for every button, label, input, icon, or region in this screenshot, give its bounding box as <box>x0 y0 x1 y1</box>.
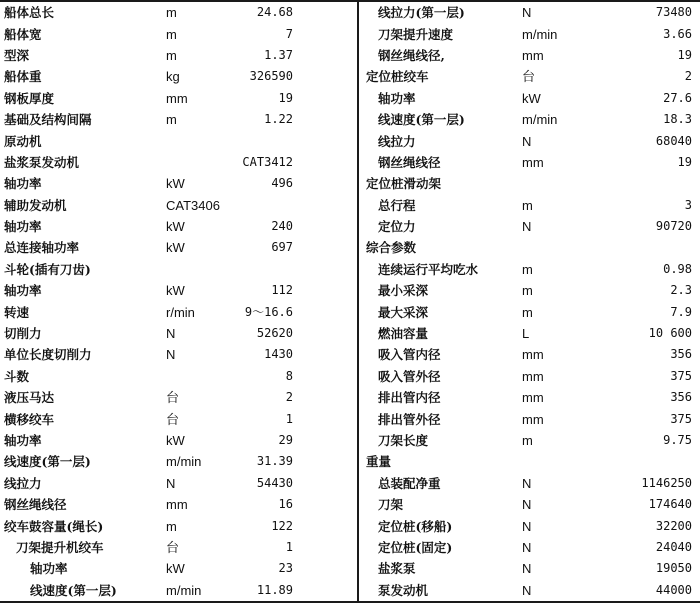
cell-unit: mm <box>166 497 188 513</box>
cell-unit: r/min <box>166 304 195 320</box>
cell-value: 23 <box>278 561 293 576</box>
table-row <box>0 237 357 258</box>
table-row <box>0 280 357 301</box>
table-row <box>359 537 700 558</box>
cell-name: 斗数 <box>4 368 30 384</box>
table-row <box>359 558 700 579</box>
cell-name: 轴功率 <box>30 561 68 577</box>
cell-name: 总连接轴功率 <box>4 240 80 256</box>
cell-name: 刀架 <box>378 497 404 513</box>
cell-value: 24040 <box>655 539 692 554</box>
cell-name: 定位桩(固定) <box>378 539 453 555</box>
cell-value: 7.9 <box>670 304 692 319</box>
cell-name: 线拉力(第一层) <box>378 5 465 21</box>
table-row <box>359 216 700 237</box>
cell-value: 68040 <box>655 133 692 148</box>
table-row <box>359 302 700 323</box>
table-row <box>0 430 357 451</box>
cell-unit: mm <box>522 154 544 170</box>
cell-name: 线速度(第一层) <box>30 582 117 598</box>
cell-unit: m <box>522 197 533 213</box>
table-row <box>0 537 357 558</box>
table-row <box>359 451 700 472</box>
cell-name: 刀架提升机绞车 <box>16 539 104 555</box>
cell-unit: mm <box>522 368 544 384</box>
table-row <box>359 259 700 280</box>
cell-value: 2 <box>684 69 692 84</box>
cell-value: 19 <box>677 47 692 62</box>
cell-value: 496 <box>271 176 293 191</box>
cell-name: 吸入管外径 <box>378 368 441 384</box>
table-row <box>359 152 700 173</box>
cell-name: 泵发动机 <box>378 582 429 598</box>
cell-name: 液压马达 <box>4 390 55 406</box>
cell-value: 10 600 <box>648 326 692 341</box>
cell-name: 船体宽 <box>4 26 42 42</box>
table-row <box>359 473 700 494</box>
cell-unit: 台 <box>166 390 180 406</box>
table-row <box>359 430 700 451</box>
cell-value: 326590 <box>249 69 293 84</box>
cell-unit: L <box>522 326 530 342</box>
cell-unit: m <box>522 283 533 299</box>
cell-name: 单位长度切削力 <box>4 347 92 363</box>
table-row <box>0 216 357 237</box>
table-row <box>0 259 357 280</box>
table-row <box>0 2 357 23</box>
cell-unit: N <box>522 219 532 235</box>
cell-value: 31.39 <box>256 454 293 469</box>
cell-value: 8 <box>285 368 293 383</box>
table-row <box>0 344 357 365</box>
cell-name: 刀架提升速度 <box>378 26 454 42</box>
cell-unit: 台 <box>522 69 536 85</box>
cell-name: 钢板厚度 <box>4 90 55 106</box>
cell-name: 排出管内径 <box>378 390 441 406</box>
table-row <box>359 131 700 152</box>
cell-value: 3.66 <box>663 26 692 41</box>
cell-value: 1.22 <box>264 112 293 127</box>
cell-unit: N <box>166 475 176 491</box>
cell-unit: m <box>166 5 177 21</box>
cell-name: 排出管外径 <box>378 411 441 427</box>
cell-name: 船体总长 <box>4 5 55 21</box>
cell-unit: N <box>522 518 532 534</box>
table-row <box>359 237 700 258</box>
cell-unit: m/min <box>522 112 558 128</box>
cell-name: 定位力 <box>378 219 416 235</box>
cell-value: 1 <box>285 539 293 554</box>
cell-unit: m/min <box>166 454 202 470</box>
cell-unit: kW <box>166 240 185 256</box>
cell-value: 375 <box>670 411 692 426</box>
cell-value: 1430 <box>264 347 293 362</box>
table-right-column <box>359 2 700 601</box>
cell-name: 轴功率 <box>4 219 42 235</box>
cell-unit: kW <box>166 219 185 235</box>
cell-unit: m <box>522 304 533 320</box>
cell-unit: kW <box>166 283 185 299</box>
cell-name: 斗轮(插有刀齿) <box>4 261 91 277</box>
cell-name: 线拉力 <box>378 133 416 149</box>
table-row <box>0 302 357 323</box>
cell-value: 54430 <box>256 475 293 490</box>
cell-value: 9～16.6 <box>244 304 293 319</box>
cell-name: 盐浆泵 <box>378 561 416 577</box>
table-row <box>0 494 357 515</box>
cell-name: 连续运行平均吃水 <box>378 261 479 277</box>
cell-unit: mm <box>522 347 544 363</box>
table-row <box>0 173 357 194</box>
table-row <box>0 66 357 87</box>
cell-unit: N <box>522 561 532 577</box>
cell-value: 44000 <box>655 582 692 597</box>
cell-value: 1.37 <box>264 47 293 62</box>
cell-value: 7 <box>285 26 293 41</box>
cell-name: 总装配净重 <box>378 475 441 491</box>
cell-name: 钢丝绳线径 <box>378 154 441 170</box>
cell-name: 轴功率 <box>4 176 42 192</box>
cell-name: 最小采深 <box>378 283 429 299</box>
cell-name: 最大采深 <box>378 304 429 320</box>
table-row <box>359 494 700 515</box>
table-row <box>0 516 357 537</box>
table-row <box>0 366 357 387</box>
table-row <box>0 451 357 472</box>
table-row <box>359 580 700 601</box>
cell-name: 定位桩滑动架 <box>366 176 442 192</box>
cell-unit: N <box>522 539 532 555</box>
cell-unit: m/min <box>522 26 558 42</box>
cell-unit: mm <box>522 411 544 427</box>
table-row <box>0 45 357 66</box>
cell-unit: kW <box>522 90 541 106</box>
table-row <box>359 280 700 301</box>
cell-name: 原动机 <box>4 133 42 149</box>
cell-name: 定位桩(移船) <box>378 518 453 534</box>
cell-unit: N <box>522 497 532 513</box>
cell-value: 11.89 <box>256 582 293 597</box>
table-row <box>0 409 357 430</box>
cell-name: 轴功率 <box>4 283 42 299</box>
cell-name: 基础及结构间隔 <box>4 112 92 128</box>
table-row <box>359 88 700 109</box>
cell-value: 19050 <box>655 561 692 576</box>
cell-unit: mm <box>166 90 188 106</box>
cell-unit: mm <box>522 390 544 406</box>
table-row <box>0 473 357 494</box>
cell-value: 375 <box>670 368 692 383</box>
cell-name: 辅助发动机 <box>4 197 67 213</box>
cell-name: 燃油容量 <box>378 326 429 342</box>
table-row <box>0 88 357 109</box>
cell-unit: m <box>522 433 533 448</box>
cell-unit: m/min <box>166 582 202 598</box>
table-row <box>359 24 700 45</box>
cell-value: 19 <box>278 90 293 105</box>
cell-name: 刀架长度 <box>378 433 429 448</box>
cell-unit: m <box>166 26 177 42</box>
cell-name: 横移绞车 <box>4 411 55 427</box>
cell-name: 线速度(第一层) <box>4 454 91 470</box>
cell-value: 112 <box>271 283 293 298</box>
cell-value: 697 <box>271 240 293 255</box>
table-row <box>359 195 700 216</box>
cell-name: 重量 <box>366 454 392 470</box>
table-row <box>359 45 700 66</box>
cell-value: 90720 <box>655 219 692 234</box>
table-row <box>359 2 700 23</box>
cell-value: 24.68 <box>256 5 293 20</box>
cell-unit: CAT3406 <box>166 197 220 213</box>
table-row <box>0 24 357 45</box>
cell-value: 356 <box>670 347 692 362</box>
table-left-column <box>0 2 357 601</box>
cell-unit: mm <box>522 47 544 63</box>
cell-value: 52620 <box>256 326 293 341</box>
cell-unit: kg <box>166 69 180 85</box>
cell-name: 轴功率 <box>378 90 416 106</box>
table-row <box>0 558 357 579</box>
cell-value: 356 <box>670 390 692 405</box>
cell-value: 1 <box>285 411 293 426</box>
cell-unit: m <box>166 112 177 128</box>
cell-unit: N <box>522 582 532 598</box>
cell-value: 174640 <box>648 497 692 512</box>
cell-unit: m <box>166 518 177 534</box>
cell-value: 3 <box>684 197 692 212</box>
cell-name: 绞车鼓容量(绳长) <box>4 518 104 534</box>
cell-value: 0.98 <box>663 261 692 276</box>
table-row <box>359 344 700 365</box>
table-row <box>0 580 357 601</box>
table-row <box>0 323 357 344</box>
cell-name: 钢丝绳线径, <box>378 47 445 63</box>
cell-name: 总行程 <box>378 197 416 213</box>
cell-value: 122 <box>271 518 293 533</box>
cell-value: 2 <box>285 390 293 405</box>
table-row <box>359 387 700 408</box>
cell-name: 定位桩绞车 <box>366 69 429 85</box>
table-row <box>359 323 700 344</box>
cell-name: 吸入管内径 <box>378 347 441 363</box>
table-row <box>0 152 357 173</box>
cell-unit: 台 <box>166 539 180 555</box>
cell-unit: N <box>522 5 532 21</box>
cell-unit: N <box>166 326 176 342</box>
table-row <box>359 173 700 194</box>
cell-name: 型深 <box>4 47 30 63</box>
cell-unit: m <box>522 261 533 277</box>
table-row <box>0 131 357 152</box>
cell-unit: N <box>166 347 176 363</box>
cell-name: 线拉力 <box>4 475 42 491</box>
cell-value: 2.3 <box>670 283 692 298</box>
cell-unit: m <box>166 47 177 63</box>
table-row <box>0 195 357 216</box>
cell-unit: N <box>522 133 532 149</box>
cell-value: 32200 <box>655 518 692 533</box>
table-row <box>0 109 357 130</box>
cell-name: 钢丝绳线径 <box>4 497 67 513</box>
table-row <box>359 109 700 130</box>
cell-value: 240 <box>271 219 293 234</box>
cell-unit: kW <box>166 561 185 577</box>
cell-value: 9.75 <box>663 433 692 447</box>
cell-unit: kW <box>166 433 185 448</box>
table-row <box>359 516 700 537</box>
cell-name: 切削力 <box>4 326 42 342</box>
table-row <box>359 409 700 430</box>
cell-name: 轴功率 <box>4 433 42 448</box>
cell-value: 27.6 <box>663 90 692 105</box>
table-row <box>359 66 700 87</box>
cell-unit: N <box>522 475 532 491</box>
cell-value: 29 <box>278 433 293 447</box>
cell-value: 1146250 <box>641 475 692 490</box>
table-row <box>0 387 357 408</box>
cell-name: 盐浆泵发动机 <box>4 154 80 170</box>
cell-value: 18.3 <box>663 112 692 127</box>
cell-value: CAT3412 <box>242 154 293 169</box>
cell-value: 73480 <box>655 5 692 20</box>
cell-name: 转速 <box>4 304 30 320</box>
cell-unit: 台 <box>166 411 180 427</box>
cell-name: 船体重 <box>4 69 42 85</box>
cell-unit: kW <box>166 176 185 192</box>
cell-value: 16 <box>278 497 293 512</box>
cell-name: 综合参数 <box>366 240 417 256</box>
cell-value: 19 <box>677 154 692 169</box>
cell-name: 线速度(第一层) <box>378 112 465 128</box>
table-row <box>359 366 700 387</box>
